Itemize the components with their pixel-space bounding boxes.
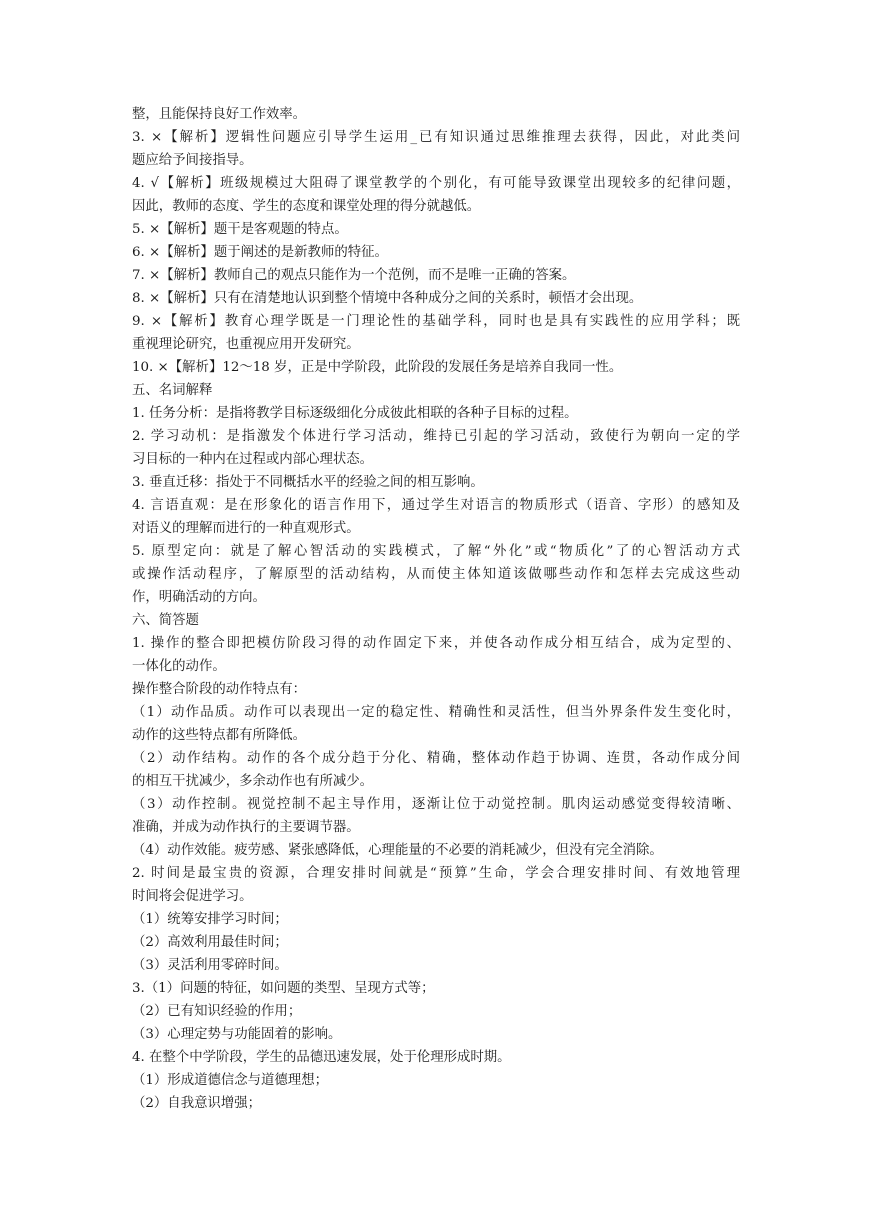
text-line: （4）动作效能。疲劳感、紧张感降低，心理能量的不必要的消耗减少，但没有完全消除。 xyxy=(132,843,663,858)
text-line: 作，明确活动的方向。 xyxy=(132,590,266,605)
text-line: 整，且能保持良好工作效率。 xyxy=(132,107,307,122)
text-line: 题应给予间接指导。 xyxy=(132,153,253,168)
text-line: 2. 学习动机：是指激发个体进行学习活动，维持已引起的学习活动，致使行为朝向一定的学 xyxy=(132,429,740,444)
section-heading: 六、简答题 xyxy=(132,613,199,628)
section-heading: 五、名词解释 xyxy=(132,383,213,398)
text-line: （1）统筹安排学习时间； xyxy=(132,912,288,927)
text-line: 5. 原型定向：就是了解心智活动的实践模式，了解“外化”或“物质化”了的心智活动方式 xyxy=(132,544,740,559)
text-line: 4. 在整个中学阶段，学生的品德迅速发展，处于伦理形成时期。 xyxy=(132,1050,511,1065)
text-line: （2）高效利用最佳时间； xyxy=(132,935,288,950)
text-line: 3. ×【解析】逻辑性问题应引导学生运用_已有知识通过思维推理去获得，因此，对此类问 xyxy=(132,130,740,145)
text-line: 3. 垂直迁移：指处于不同概括水平的经验之间的相互影响。 xyxy=(132,475,484,490)
text-line: 3.（1）问题的特征，如问题的类型、呈现方式等； xyxy=(132,981,435,996)
text-line: 6. ×【解析】题于阐述的是新教师的特征。 xyxy=(132,245,388,260)
text-line: （1）形成道德信念与道德理想； xyxy=(132,1073,328,1088)
text-line: 1. 任务分析：是指将教学目标逐级细化分成彼此相联的各种子目标的过程。 xyxy=(132,406,578,421)
document-page xyxy=(132,103,740,1115)
text-line: 8. ×【解析】只有在清楚地认识到整个情境中各种成分之间的关系时，顿悟才会出现。 xyxy=(132,291,643,306)
text-line: 4. 言语直观：是在形象化的语言作用下，通过学生对语言的物质形式（语音、字形）的感知及 xyxy=(132,498,740,513)
text-line: 因此，教师的态度、学生的态度和课堂处理的得分就越低。 xyxy=(132,199,481,214)
text-line: 5. ×【解析】题干是客观题的特点。 xyxy=(132,222,348,237)
text-line: 时间将会促进学习。 xyxy=(132,889,253,904)
text-line: 4. √【解析】班级规模过大阻碍了课堂教学的个别化，有可能导致课堂出现较多的纪律问题， xyxy=(132,176,740,191)
text-line: （3）灵活利用零碎时间。 xyxy=(132,958,288,973)
text-line: （3）心理定势与功能固着的影响。 xyxy=(132,1027,342,1042)
text-line: 对语义的理解而进行的一种直观形式。 xyxy=(132,521,360,536)
text-line: （2）已有知识经验的作用； xyxy=(132,1004,302,1019)
text-line: 10. ×【解析】12～18 岁，正是中学阶段，此阶段的发展任务是培养自我同一性。 xyxy=(132,360,623,375)
text-line: 重视理论研究，也重视应用开发研究。 xyxy=(132,337,360,352)
text-line: 或操作活动程序，了解原型的活动结构，从而使主体知道该做哪些动作和怎样去完成这些动 xyxy=(132,567,740,582)
text-line: （2）自我意识增强； xyxy=(132,1096,262,1111)
text-line: 操作整合阶段的动作特点有： xyxy=(132,682,307,697)
text-line: 2. 时间是最宝贵的资源，合理安排时间就是“预算”生命，学会合理安排时间、有效地管理 xyxy=(132,866,740,881)
text-line: 习目标的一种内在过程或内部心理状态。 xyxy=(132,452,374,467)
text-line: 的相互干扰减少，多余动作也有所减少。 xyxy=(132,774,374,789)
text-line: 准确，并成为动作执行的主要调节器。 xyxy=(132,820,360,835)
text-line: 1. 操作的整合即把模仿阶段习得的动作固定下来，并使各动作成分相互结合，成为定型的、 xyxy=(132,636,740,651)
text-line: 一体化的动作。 xyxy=(132,659,226,674)
text-line: 7. ×【解析】教师自己的观点只能作为一个范例，而不是唯一正确的答案。 xyxy=(132,268,576,283)
text-line: 动作的这些特点都有所降低。 xyxy=(132,728,307,743)
text-line: （2）动作结构。动作的各个成分趋于分化、精确，整体动作趋于协调、连贯，各动作成分间 xyxy=(132,751,740,766)
text-line: （3）动作控制。视觉控制不起主导作用，逐渐让位于动觉控制。肌肉运动感觉变得较清晰、 xyxy=(132,797,740,812)
text-line: 9. ×【解析】教育心理学既是一门理论性的基础学科，同时也是具有实践性的应用学科；既 xyxy=(132,314,740,329)
text-line: （1）动作品质。动作可以表现出一定的稳定性、精确性和灵活性，但当外界条件发生变化时， xyxy=(132,705,740,720)
